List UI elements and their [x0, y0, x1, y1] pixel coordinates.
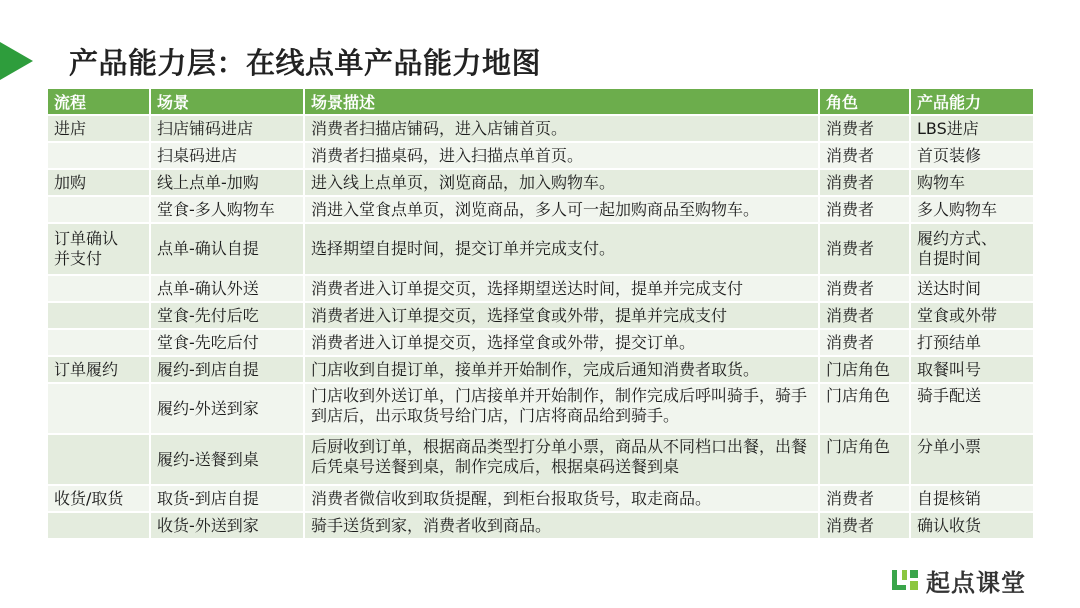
table-row — [48, 170, 1033, 197]
cell-description: 消进入堂食点单页，浏览商品，多人可一起加购商品至购物车。 — [305, 197, 820, 224]
table-body — [48, 116, 1033, 540]
cell-description: 消费者微信收到取货提醒，到柜台报取货号，取走商品。 — [305, 486, 820, 513]
cell-description: 消费者扫描店铺码，进入店铺首页。 — [305, 116, 820, 143]
cell-role: 门店角色 — [820, 384, 911, 435]
table-row — [48, 330, 1033, 357]
table-row — [48, 357, 1033, 384]
cell-description: 消费者进入订单提交页，选择堂食或外带，提交订单。 — [305, 330, 820, 357]
cell-scene: 取货-到店自提 — [151, 486, 305, 513]
cell-role: 消费者 — [820, 276, 911, 303]
cell-capability: 履约方式、 自提时间 — [911, 224, 1033, 276]
cell-flow: 收货/取货 — [48, 486, 151, 513]
cell-flow — [48, 197, 151, 224]
cell-role: 消费者 — [820, 513, 911, 540]
header-flow: 流程 — [48, 89, 151, 116]
cell-capability: 多人购物车 — [911, 197, 1033, 224]
header-role: 角色 — [820, 89, 911, 116]
cell-role: 消费者 — [820, 170, 911, 197]
cell-flow — [48, 303, 151, 330]
table-row — [48, 276, 1033, 303]
table-row — [48, 143, 1033, 170]
table-row — [48, 435, 1033, 486]
header-description: 场景描述 — [305, 89, 820, 116]
cell-scene: 点单-确认外送 — [151, 276, 305, 303]
cell-capability: 骑手配送 — [911, 384, 1033, 435]
cell-capability: 确认收货 — [911, 513, 1033, 540]
cell-capability: 打预结单 — [911, 330, 1033, 357]
cell-scene: 堂食-先吃后付 — [151, 330, 305, 357]
header-scene: 场景 — [151, 89, 305, 116]
cell-capability: 堂食或外带 — [911, 303, 1033, 330]
header-capability: 产品能力 — [911, 89, 1033, 116]
cell-description: 门店收到自提订单，接单并开始制作，完成后通知消费者取货。 — [305, 357, 820, 384]
cell-scene: 点单-确认自提 — [151, 224, 305, 276]
cell-description: 门店收到外送订单，门店接单并开始制作，制作完成后呼叫骑手，骑手到店后，出示取货号给门店，门店将商品给到骑手。 — [305, 384, 820, 435]
cell-description: 骑手送货到家，消费者收到商品。 — [305, 513, 820, 540]
table-header-row — [48, 89, 1033, 116]
cell-capability: 首页装修 — [911, 143, 1033, 170]
cell-description: 消费者进入订单提交页，选择期望送达时间，提单并完成支付 — [305, 276, 820, 303]
cell-capability: 自提核销 — [911, 486, 1033, 513]
table-row — [48, 116, 1033, 143]
cell-description: 消费者进入订单提交页，选择堂食或外带，提单并完成支付 — [305, 303, 820, 330]
cell-role: 消费者 — [820, 330, 911, 357]
cell-role: 消费者 — [820, 486, 911, 513]
cell-scene: 履约-外送到家 — [151, 384, 305, 435]
cell-flow: 订单履约 — [48, 357, 151, 384]
table-row — [48, 197, 1033, 224]
cell-flow: 加购 — [48, 170, 151, 197]
table-row — [48, 303, 1033, 330]
cell-role: 消费者 — [820, 197, 911, 224]
cell-flow — [48, 435, 151, 486]
cell-flow — [48, 276, 151, 303]
cell-role: 消费者 — [820, 143, 911, 170]
cell-scene: 收货-外送到家 — [151, 513, 305, 540]
cell-capability: LBS进店 — [911, 116, 1033, 143]
cell-scene: 堂食-先付后吃 — [151, 303, 305, 330]
cell-capability: 取餐叫号 — [911, 357, 1033, 384]
cell-flow — [48, 143, 151, 170]
cell-flow: 进店 — [48, 116, 151, 143]
table-row — [48, 224, 1033, 276]
cell-role: 门店角色 — [820, 357, 911, 384]
cell-role: 门店角色 — [820, 435, 911, 486]
cell-capability: 送达时间 — [911, 276, 1033, 303]
cell-flow: 订单确认 并支付 — [48, 224, 151, 276]
cell-capability: 购物车 — [911, 170, 1033, 197]
cell-flow — [48, 384, 151, 435]
cell-role: 消费者 — [820, 224, 911, 276]
brand-logo — [890, 562, 1026, 598]
cell-description: 后厨收到订单，根据商品类型打分单小票，商品从不同档口出餐，出餐后凭桌号送餐到桌，制作完成后，根据桌码送餐到桌 — [305, 435, 820, 486]
cell-scene: 扫店铺码进店 — [151, 116, 305, 143]
cell-scene: 线上点单-加购 — [151, 170, 305, 197]
cell-flow — [48, 330, 151, 357]
cell-description: 选择期望自提时间，提交订单并完成支付。 — [305, 224, 820, 276]
cell-description: 消费者扫描桌码，进入扫描点单首页。 — [305, 143, 820, 170]
cell-description: 进入线上点单页，浏览商品，加入购物车。 — [305, 170, 820, 197]
title-accent-triangle — [0, 42, 33, 80]
table-row — [48, 486, 1033, 513]
cell-scene: 履约-送餐到桌 — [151, 435, 305, 486]
capability-map-table — [48, 89, 1033, 540]
cell-role: 消费者 — [820, 116, 911, 143]
logo-text: 起点课堂 — [926, 568, 1026, 597]
cell-flow — [48, 513, 151, 540]
table-row — [48, 384, 1033, 435]
cell-role: 消费者 — [820, 303, 911, 330]
cell-scene: 堂食-多人购物车 — [151, 197, 305, 224]
logo-mark-icon — [890, 567, 920, 593]
cell-scene: 扫桌码进店 — [151, 143, 305, 170]
page-title: 产品能力层：在线点单产品能力地图 — [69, 46, 542, 80]
cell-capability: 分单小票 — [911, 435, 1033, 486]
table-row — [48, 513, 1033, 540]
cell-scene: 履约-到店自提 — [151, 357, 305, 384]
